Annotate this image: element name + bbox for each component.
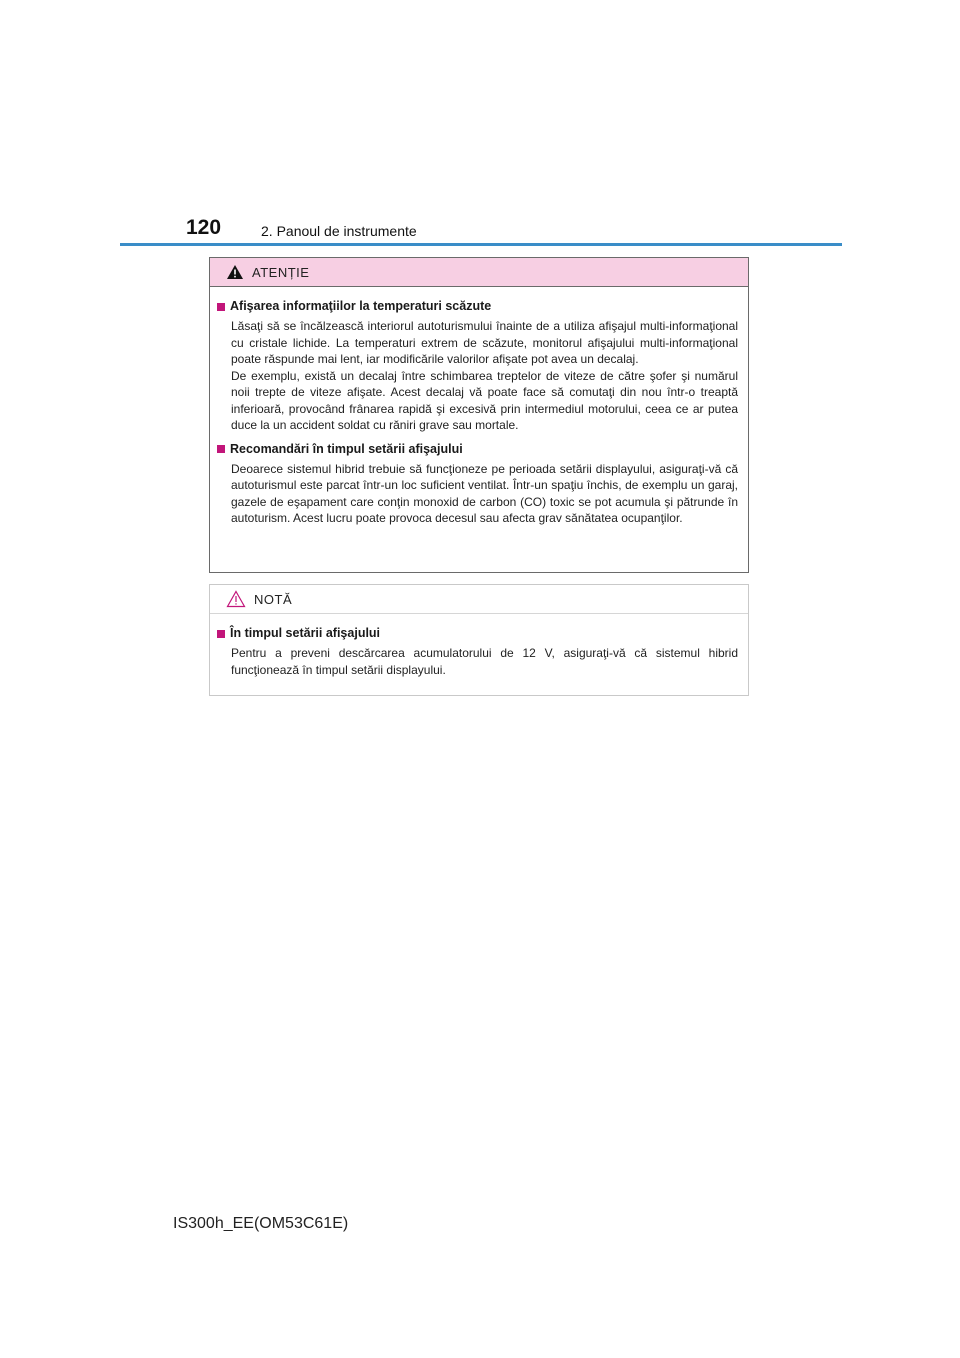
item-heading: Recomandări în timpul setării afişajului — [230, 441, 463, 456]
warning-header — [210, 258, 748, 287]
section-title: 2. Panoul de instrumente — [261, 223, 417, 239]
note-body — [210, 614, 748, 678]
item-heading: În timpul setării afişajului — [230, 626, 381, 640]
note-header — [210, 585, 748, 614]
warning-box — [209, 257, 749, 573]
warning-item-low-temperature — [217, 298, 738, 434]
square-bullet-icon — [217, 303, 225, 311]
item-heading: Afişarea informaţiilor la temperaturi scăzute — [230, 299, 492, 313]
warning-body — [210, 287, 748, 527]
page-number: 120 — [186, 216, 222, 239]
warning-title: ATENȚIE — [252, 264, 310, 280]
item-paragraph: De exemplu, există un decalaj între schimbarea treptelor de viteze de către şofer şi numărul noii trepte de viteze afişate. Acest decalaj vă poate face să comutaţi din nou într-o treaptă inferioară, provocând frânarea rapidă şi excesivă prin intermediul motorului, ceea ce ar putea duce la un accident soldat cu răniri grave sau mortale. — [231, 368, 738, 432]
warning-triangle-icon — [226, 264, 244, 280]
note-box — [209, 584, 749, 696]
note-item-display-setup — [217, 625, 738, 678]
note-title: NOTĂ — [254, 591, 293, 607]
header-divider — [120, 243, 842, 246]
square-bullet-icon — [217, 445, 225, 453]
document-code: IS300h_EE(OM53C61E) — [173, 1215, 349, 1232]
caution-triangle-outline-icon — [226, 590, 246, 608]
item-paragraph: Pentru a preveni descărcarea acumulatorului de 12 V, asiguraţi-vă că sistemul hibrid funcţionează în timpul setării displayului. — [231, 646, 738, 677]
item-paragraph: Deoarece sistemul hibrid trebuie să funcţioneze pe perioada setării displayului, asiguraţi-vă că autoturismul este parcat într-un loc suficient ventilat. Într-un spaţiu închis, de exemplu un garaj, gazele de eşapament care conţin monoxid de carbon (CO) toxic se pot acumula şi pătrunde în autoturism. Acest lucru poate provoca decesul sau afecta grav sănătatea ocupanţilor. — [231, 461, 738, 525]
page-header — [120, 214, 842, 248]
item-paragraph: Lăsaţi să se încălzească interiorul autoturismului înainte de a utiliza afişajul multi-informaţional cu cristale lichide. La temperaturi extrem de scăzute, monitorul afişajului multi-informaţional poate răspunde mai lent, iar modificările valorilor afişate pot avea un decalaj. — [231, 319, 738, 366]
square-bullet-icon — [217, 630, 225, 638]
warning-item-display-setup — [217, 441, 738, 527]
